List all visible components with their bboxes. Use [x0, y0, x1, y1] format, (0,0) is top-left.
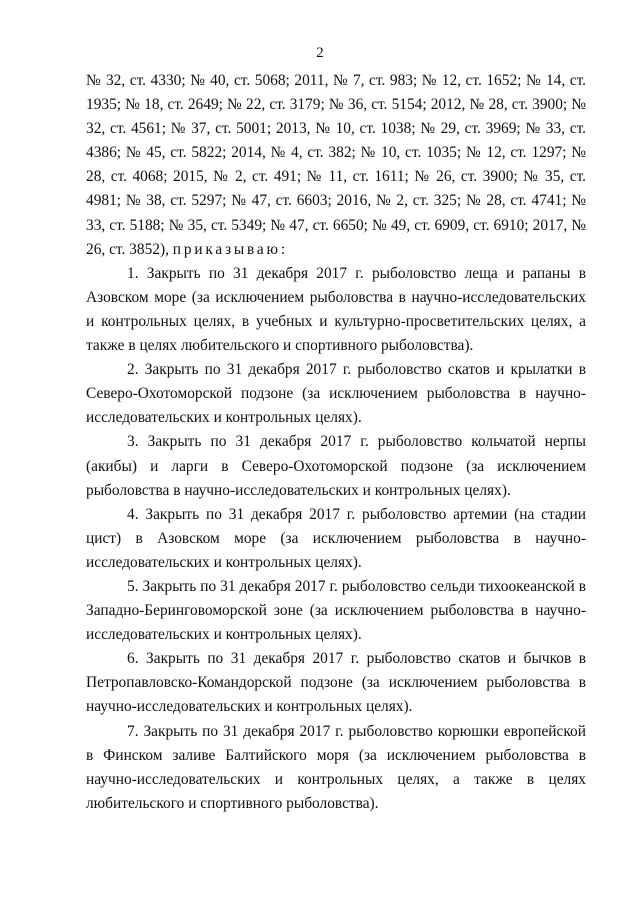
- page-number: 2: [316, 45, 324, 61]
- order-item-4: 4. Закрыть по 31 декабря 2017 г. рыболовство артемии (на стадии цист) в Азовском море (за исключением рыболовства в научно-исследовательских и контрольных целях).: [86, 505, 586, 571]
- order-item-1: 1. Закрыть по 31 декабря 2017 г. рыболовство леща и рапаны в Азовском море (за исключением рыболовства в научно-исследовательских и контрольных целях, в учебных и культурно-просветительских целях, а также в целях любительского и спортивного рыболовства).: [86, 264, 586, 355]
- document-body: [86, 69, 586, 816]
- order-item-3: 3. Закрыть по 31 декабря 2017 г. рыболовство кольчатой нерпы (акибы) и ларги в Северо-Охотоморской подзоне (за исключением рыболовства в научно-исследовательских и контрольных целях).: [86, 433, 586, 499]
- order-item-2: 2. Закрыть по 31 декабря 2017 г. рыболовство скатов и крылатки в Северо-Охотоморской подзоне (за исключением рыболовства в научно-исследовательских и контрольных целях).: [86, 361, 586, 427]
- order-item-6: 6. Закрыть по 31 декабря 2017 г. рыболовство скатов и бычков в Петропавловско-Командорской подзоне (за исключением рыболовства в научно-исследовательских и контрольных целях).: [86, 650, 586, 716]
- intro-paragraph: [86, 69, 586, 262]
- order-item-5: 5. Закрыть по 31 декабря 2017 г. рыболовство сельди тихоокеанской в Западно-Беринговоморской зоне (за исключением рыболовства в научно-исследовательских и контрольных целях).: [86, 577, 586, 644]
- order-word: приказываю:: [172, 240, 288, 258]
- order-item-7: 7. Закрыть по 31 декабря 2017 г. рыболовство корюшки европейской в Финском заливе Балтийского моря (за исключением рыболовства в научно-исследовательских и контрольных целях, а также в целях любительского и спортивного рыболовства).: [86, 722, 586, 812]
- legal-citations: № 32, ст. 4330; № 40, ст. 5068; 2011, № 7, ст. 983; № 12, ст. 1652; № 14, ст. 1935; № 18, ст. 2649; № 22, ст. 3179; № 36, ст. 5154; 2012, № 28, ст. 3900; № 32, ст. 4561; № 37, ст. 5001; 2013, № 10, ст. 1038; № 29, ст. 3969; № 33, ст. 4386; № 45, ст. 5822; 2014, № 4, ст. 382; № 10, ст. 1035; № 12, ст. 1297; № 28, ст. 4068; 2015, № 2, ст. 491; № 11, ст. 1611; № 26, ст. 3900; № 35, ст. 4981; № 38, ст. 5297; № 47, ст. 6603; 2016, № 2, ст. 325; № 28, ст. 4741; № 33, ст. 5188; № 35, ст. 5349; № 47, ст. 6650; № 49, ст. 6909, ст. 6910; 2017, № 26, ст. 3852),: [86, 72, 586, 258]
